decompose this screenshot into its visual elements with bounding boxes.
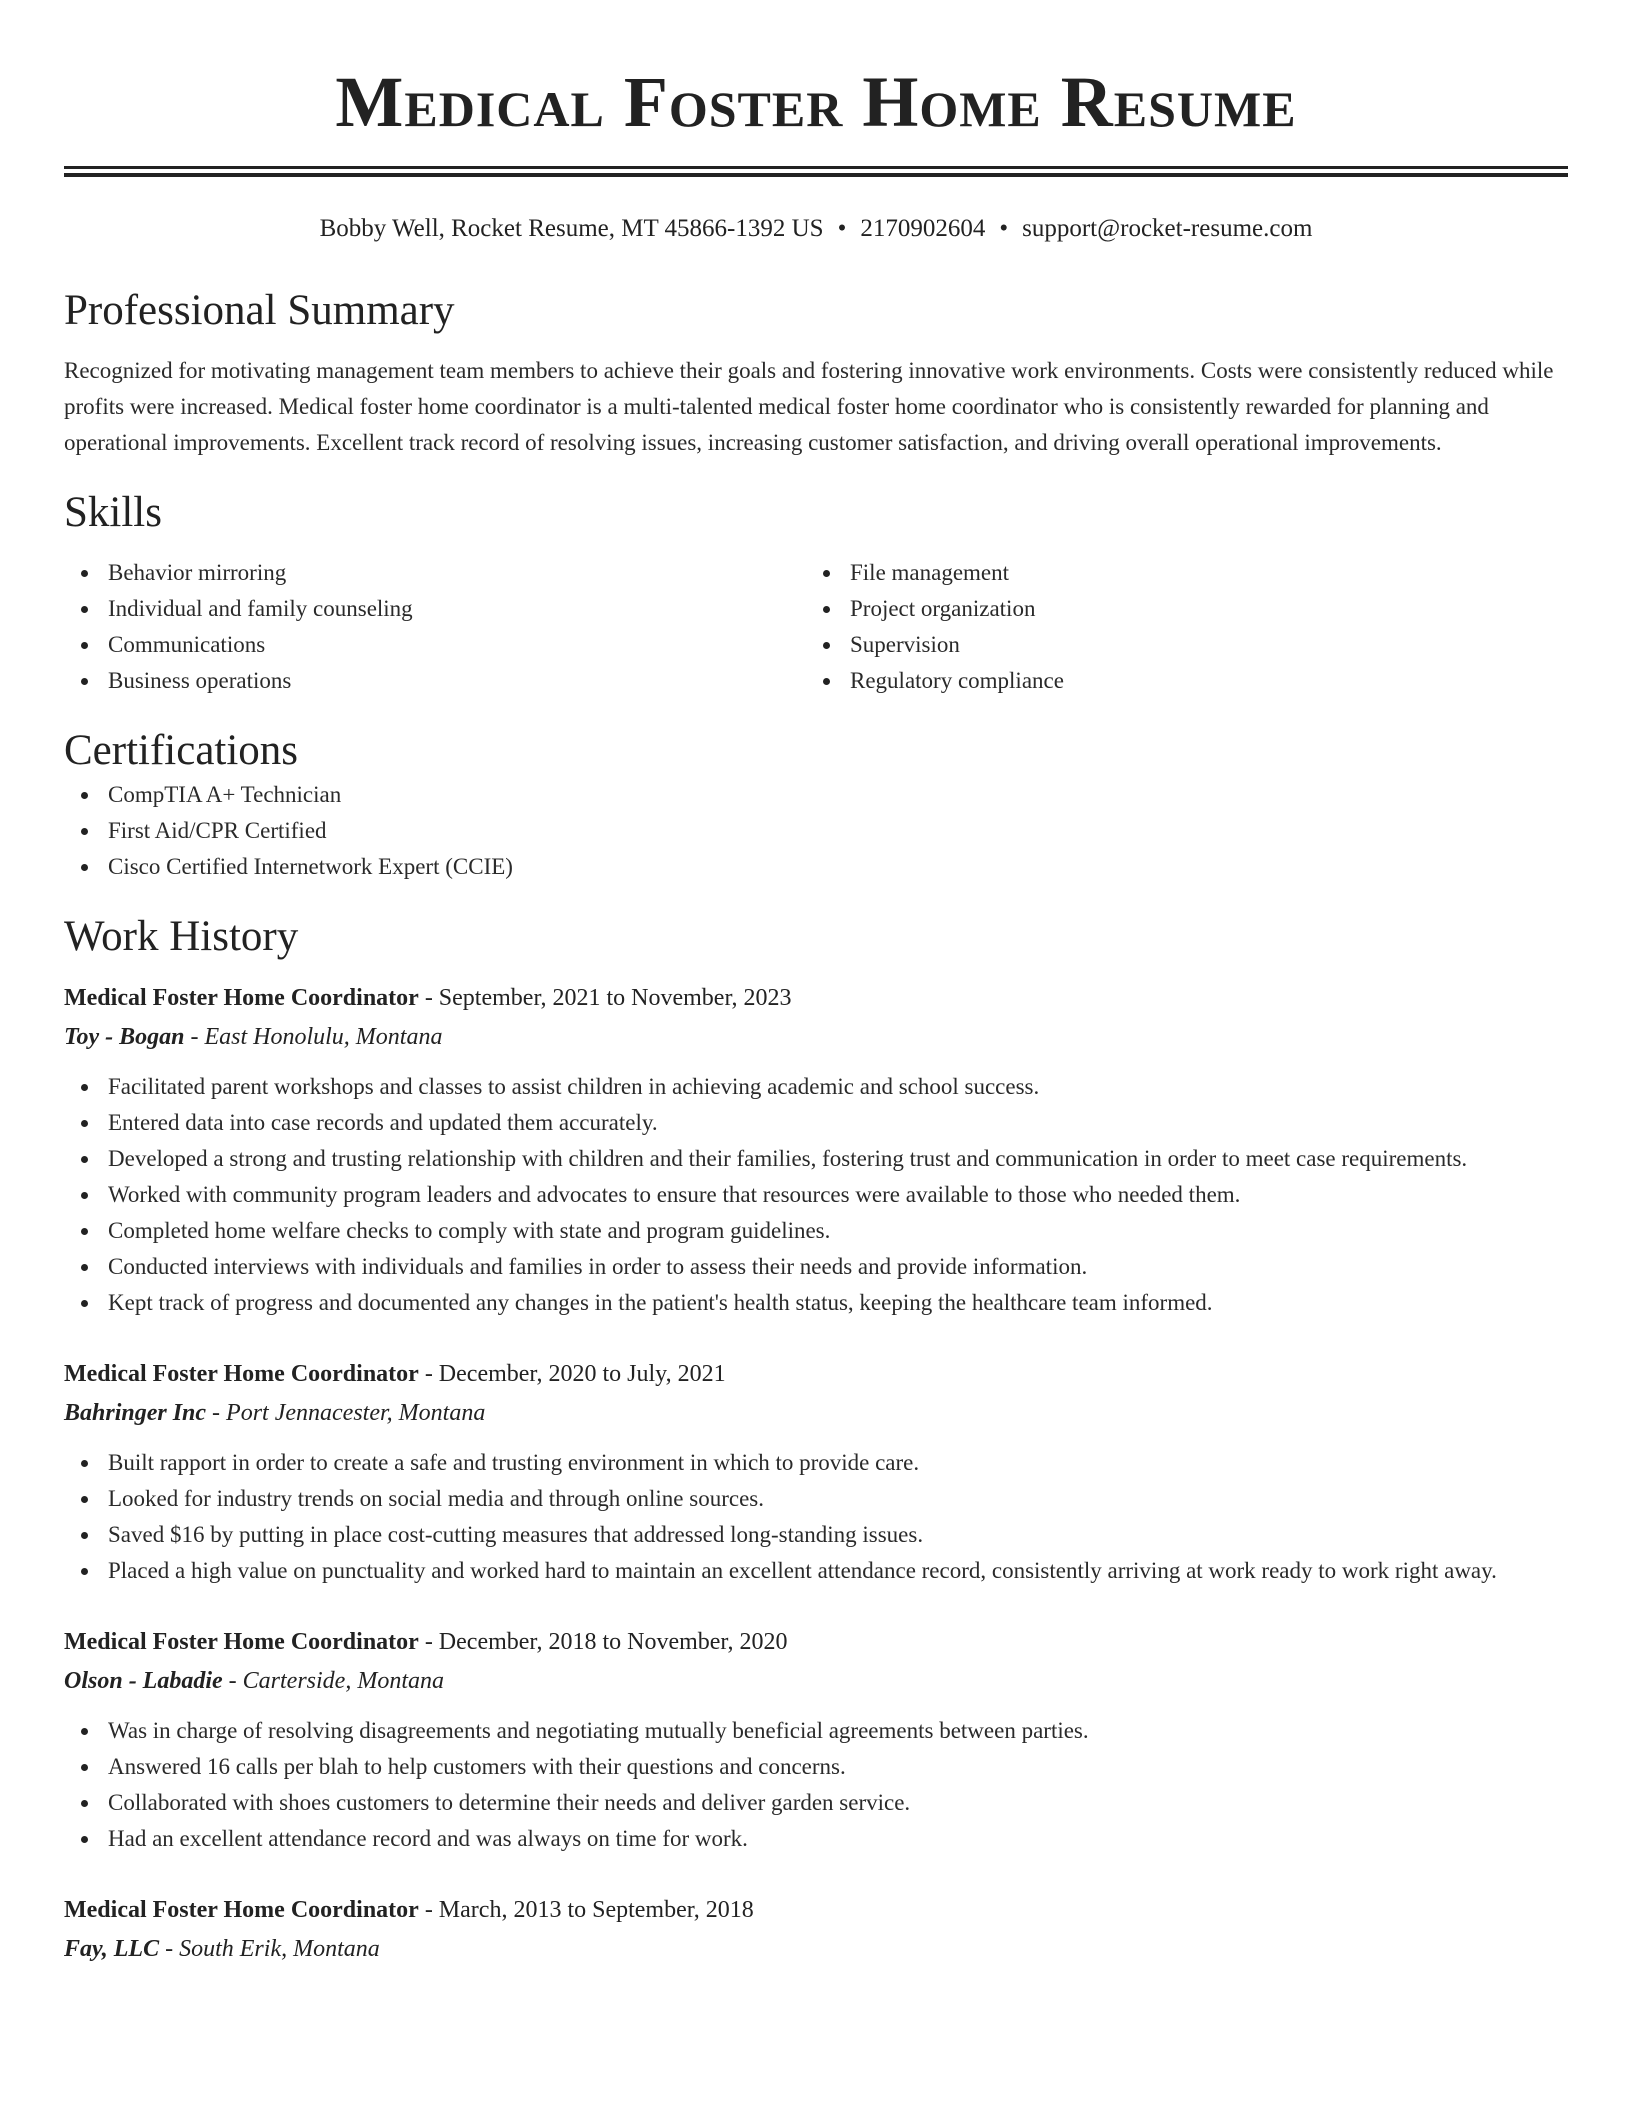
certification-item: CompTIA A+ Technician xyxy=(64,777,1568,813)
contact-separator: • xyxy=(999,215,1009,242)
skill-item: Regulatory compliance xyxy=(806,663,1548,699)
job-role: Medical Foster Home Coordinator xyxy=(64,1629,419,1655)
job-location: - Carterside, Montana xyxy=(222,1668,444,1694)
job-duty: Saved $16 by putting in place cost-cutting measures that addressed long-standing issues. xyxy=(64,1517,1568,1553)
job-duties-list xyxy=(64,1713,1568,1857)
title-divider xyxy=(64,166,1568,177)
job-company: Fay, LLC xyxy=(64,1936,160,1962)
job-header xyxy=(64,1623,1568,1661)
skills-grid xyxy=(64,555,1568,699)
work-history-heading: Work History xyxy=(64,913,299,960)
skill-item: Supervision xyxy=(806,627,1548,663)
job-header xyxy=(64,1355,1568,1393)
job-entry xyxy=(64,979,1568,1321)
skill-item: Behavior mirroring xyxy=(64,555,806,591)
job-company: Olson - Labadie xyxy=(64,1668,223,1694)
job-duty: Was in charge of resolving disagreements and negotiating mutually beneficial agreements between parties. xyxy=(64,1713,1568,1749)
job-employer xyxy=(64,1661,1568,1701)
job-company: Toy - Bogan xyxy=(64,1024,185,1050)
job-header xyxy=(64,979,1568,1017)
job-dates: - March, 2013 to September, 2018 xyxy=(418,1897,754,1923)
job-duty: Had an excellent attendance record and was always on time for work. xyxy=(64,1821,1568,1857)
skills-column-right xyxy=(806,555,1548,699)
summary-text: Recognized for motivating management team members to achieve their goals and fostering innovative work environments. Costs were consistently reduced while profits were increased. Medical foster home coordinator is a multi-talented medical foster home coordinator who is consistently rewarded for planning and operational improvements. Excellent track record of resolving issues, increasing customer satisfaction, and driving overall operational improvements. xyxy=(64,358,1554,455)
certifications-heading: Certifications xyxy=(64,727,299,774)
job-duty: Looked for industry trends on social media and through online sources. xyxy=(64,1481,1568,1517)
job-duty: Conducted interviews with individuals and families in order to assess their needs and provide information. xyxy=(64,1249,1568,1285)
contact-separator: • xyxy=(837,215,847,242)
certification-item: Cisco Certified Internetwork Expert (CCIE) xyxy=(64,849,1568,885)
resume-title: Medical Foster Home Resume xyxy=(335,62,1297,142)
job-duty: Completed home welfare checks to comply with state and program guidelines. xyxy=(64,1213,1568,1249)
job-dates: - December, 2020 to July, 2021 xyxy=(418,1361,726,1387)
job-entry xyxy=(64,1355,1568,1589)
job-location: - East Honolulu, Montana xyxy=(184,1024,443,1050)
skill-item: Business operations xyxy=(64,663,806,699)
job-duty: Developed a strong and trusting relationship with children and their families, fostering trust and communication in order to meet case requirements. xyxy=(64,1141,1568,1177)
job-duty: Built rapport in order to create a safe and trusting environment in which to provide care. xyxy=(64,1445,1568,1481)
skill-item: Individual and family counseling xyxy=(64,591,806,627)
job-duties-list xyxy=(64,1445,1568,1589)
job-role: Medical Foster Home Coordinator xyxy=(64,1361,419,1387)
contact-email: support@rocket-resume.com xyxy=(1022,215,1313,242)
skills-list-right xyxy=(806,555,1548,699)
job-employer xyxy=(64,1017,1568,1057)
job-company: Bahringer Inc xyxy=(64,1400,207,1426)
skills-list-left xyxy=(64,555,806,699)
job-duty: Collaborated with shoes customers to determine their needs and deliver garden service. xyxy=(64,1785,1568,1821)
contact-line xyxy=(64,213,1568,245)
job-duties-list xyxy=(64,1069,1568,1321)
job-location: - South Erik, Montana xyxy=(159,1936,380,1962)
resume-page xyxy=(64,0,1568,1969)
skill-item: Communications xyxy=(64,627,806,663)
job-employer xyxy=(64,1393,1568,1433)
job-dates: - September, 2021 to November, 2023 xyxy=(418,985,792,1011)
job-header xyxy=(64,1891,1568,1929)
job-duty: Worked with community program leaders and advocates to ensure that resources were available to those who needed them. xyxy=(64,1177,1568,1213)
job-entry xyxy=(64,1623,1568,1857)
job-dates: - December, 2018 to November, 2020 xyxy=(418,1629,788,1655)
job-duty: Entered data into case records and updated them accurately. xyxy=(64,1105,1568,1141)
job-duty: Answered 16 calls per blah to help customers with their questions and concerns. xyxy=(64,1749,1568,1785)
contact-address: Bobby Well, Rocket Resume, MT 45866-1392 US xyxy=(319,215,824,242)
job-duty: Facilitated parent workshops and classes to assist children in achieving academic and school success. xyxy=(64,1069,1568,1105)
job-role: Medical Foster Home Coordinator xyxy=(64,1897,419,1923)
job-duty: Placed a high value on punctuality and worked hard to maintain an excellent attendance record, consistently arriving at work ready to work right away. xyxy=(64,1553,1568,1589)
job-entry xyxy=(64,1891,1568,1969)
skills-column-left xyxy=(64,555,806,699)
job-employer xyxy=(64,1929,1568,1969)
skill-item: Project organization xyxy=(806,591,1548,627)
certification-item: First Aid/CPR Certified xyxy=(64,813,1568,849)
contact-phone: 2170902604 xyxy=(860,215,986,242)
job-duty: Kept track of progress and documented any changes in the patient's health status, keeping the healthcare team informed. xyxy=(64,1285,1568,1321)
summary-heading: Professional Summary xyxy=(64,287,455,334)
skill-item: File management xyxy=(806,555,1548,591)
certifications-list xyxy=(64,777,1568,885)
job-role: Medical Foster Home Coordinator xyxy=(64,985,419,1011)
job-location: - Port Jennacester, Montana xyxy=(206,1400,486,1426)
skills-heading: Skills xyxy=(64,489,162,536)
